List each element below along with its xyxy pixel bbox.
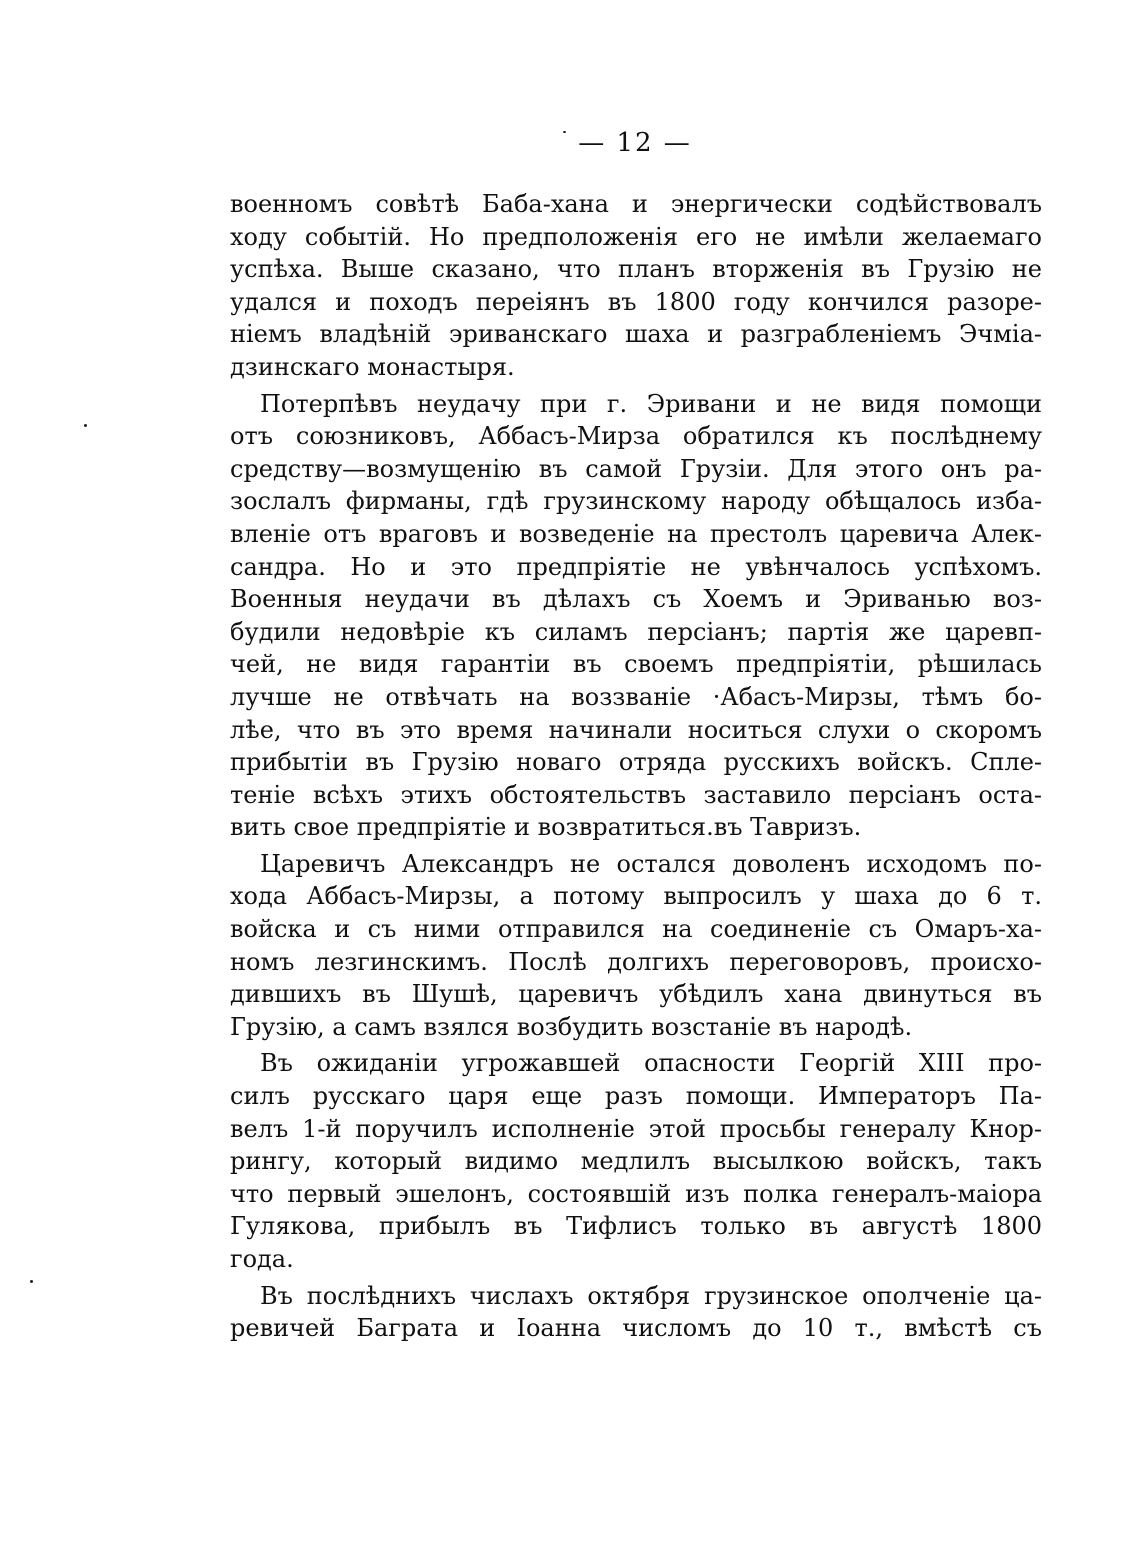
paragraph: [230, 388, 1042, 844]
text-line: что первый эшелонъ, состоявшій изъ полка генералъ-маіора: [230, 1179, 1042, 1208]
text-line: номъ лезгинскимъ. Послѣ долгихъ переговоровъ, происхо-: [230, 947, 1042, 976]
text-line: ревичей Баграта и Іоанна числомъ до 10 т., вмѣстѣ съ: [230, 1314, 1042, 1343]
text-line: лучше не отвѣчать на воззваніе ·Абасъ-Мирзы, тѣмъ бо-: [230, 682, 1042, 711]
text-line: будили недовѣріе къ силамъ персіанъ; партія же царевп-: [230, 617, 1042, 646]
text-line: хода Аббасъ-Мирзы, а потому выпросилъ у шаха до 6 т.: [230, 882, 1042, 911]
text-line: Потерпѣвъ неудачу при г. Эривани и не видя помощи: [260, 389, 1042, 418]
paragraph: [230, 188, 1042, 384]
text-line: зослалъ фирманы, гдѣ грузинскому народу обѣщалось избa-: [230, 487, 1042, 516]
paragraph: [230, 848, 1042, 1044]
text-line: вить свое предпріятіе и возвратиться.въ Тавризъ.: [230, 813, 862, 842]
text-line: Въ послѣднихъ числахъ октября грузинское ополченіе ца-: [260, 1281, 1042, 1310]
text-line: силъ русскаго царя еще разъ помощи. Императоръ Па-: [230, 1082, 1042, 1111]
paragraph: [230, 1047, 1042, 1275]
paragraph: [230, 1280, 1042, 1345]
text-line: велъ 1-й поручилъ исполненіе этой просьбы генералу Кнор-: [230, 1114, 1042, 1143]
scan-speck: [563, 131, 566, 133]
scan-speck: [30, 1280, 33, 1283]
text-line: чей, не видя гарантіи въ своемъ предпріятіи, рѣшилась: [230, 650, 1042, 679]
text-line: вленіе отъ враговъ и возведеніе на престолъ царевича Алек-: [230, 519, 1042, 548]
text-line: дившихъ въ Шушѣ, царевичъ убѣдилъ хана двинуться въ: [230, 980, 1042, 1009]
text-line: Въ ожиданіи угрожавшей опасности Георгій XIII про-: [260, 1049, 1042, 1078]
text-line: Грузію, а самъ взялся возбудить возстаніе въ народѣ.: [230, 1012, 913, 1041]
text-line: средству—возмущенію въ самой Грузіи. Для этого онъ ра-: [230, 454, 1042, 483]
text-line: успѣха. Выше сказано, что планъ вторженія въ Грузію не: [230, 255, 1042, 284]
text-line: отъ союзниковъ, Аббасъ-Мирза обратился къ послѣднему: [230, 422, 1042, 451]
scan-speck: [84, 424, 87, 427]
text-line: дзинскаго монастыря.: [230, 352, 515, 381]
text-line: войска и съ ними отправился на соединеніе съ Омаръ-ха-: [230, 915, 1042, 944]
text-line: удался и походъ переіянъ въ 1800 году кончился разоре-: [230, 287, 1042, 316]
text-line: лѣе, что въ это время начинали носиться слухи о скоромъ: [230, 715, 1042, 744]
text-line: Военныя неудачи въ дѣлахъ съ Хоемъ и Эриванью воз-: [230, 585, 1042, 614]
text-line: военномъ совѣтѣ Баба-хана и энергически содѣйствовалъ: [230, 190, 1042, 218]
text-line: ніемъ владѣній эриванскаго шаха и разграбленіемъ Эчміа-: [230, 320, 1042, 349]
text-line: рингу, который видимо медлилъ высылкою войскъ, такъ: [230, 1147, 1042, 1176]
page-body: [230, 188, 1042, 1345]
page-number: — 12 —: [578, 128, 692, 158]
text-line: теніе всѣхъ этихъ обстоятельствъ заставило персіанъ оста-: [230, 780, 1042, 809]
text-line: Гулякова, прибылъ въ Тифлисъ только въ августѣ 1800: [230, 1212, 1042, 1241]
text-line: сандра. Но и это предпріятіе не увѣнчалось успѣхомъ.: [230, 552, 1042, 581]
text-line: Царевичъ Александръ не остался доволенъ исходомъ по-: [260, 849, 1042, 878]
text-line: ходу событій. Но предположенія его не имѣли желаемаго: [230, 222, 1042, 251]
text-line: прибытіи въ Грузію новаго отряда русскихъ войскъ. Сплe-: [230, 748, 1042, 777]
text-line: года.: [230, 1245, 294, 1273]
